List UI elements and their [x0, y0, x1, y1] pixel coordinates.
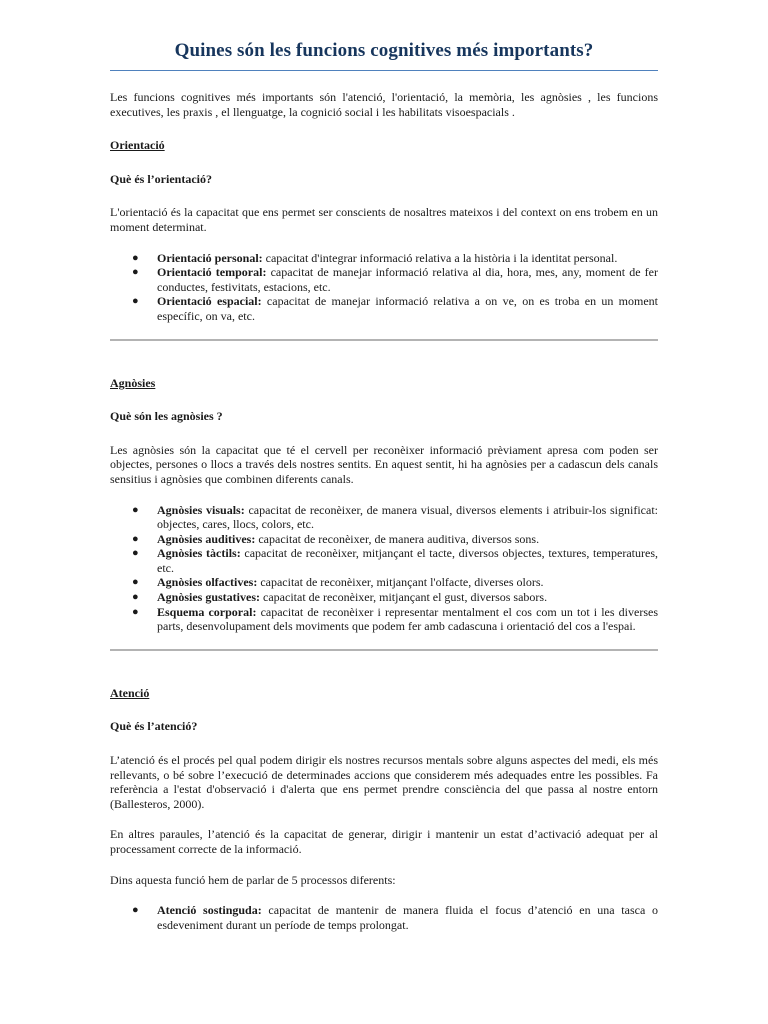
title-divider: [110, 70, 658, 71]
list-item: [110, 605, 658, 634]
list-item-term: Orientació temporal:: [157, 265, 267, 280]
list-item: [110, 265, 658, 294]
list-item-term: Orientació personal:: [157, 250, 263, 265]
list-item: [110, 575, 658, 590]
list-item: [110, 590, 658, 605]
list-item-text: capacitat de reconèixer, mitjançant el tacte, diversos objectes, textures, temperatures, etc.: [157, 546, 658, 575]
list-orientacio: [110, 251, 658, 324]
list-item-text: capacitat de manejar informació relativa al dia, hora, mes, any, moment de fer conductes, festivitats, estacions, etc.: [157, 265, 658, 294]
bullet-icon: ●: [132, 251, 139, 264]
list-item-term: Agnòsies tàctils:: [157, 546, 241, 561]
document-body: [110, 90, 658, 932]
list-item-text: capacitat de mantenir de manera fluida el focus d’atenció en una tasca o esdeveniment durant un període de temps prolongat.: [157, 903, 658, 932]
page-title: Quines són les funcions cognitives més importants?: [174, 40, 594, 61]
bullet-icon: ●: [132, 904, 139, 917]
paragraph-atencio-3: Dins aquesta funció hem de parlar de 5 processos diferents:: [110, 872, 396, 887]
list-item-text: capacitat de reconèixer, de manera auditiva, diversos sons.: [255, 531, 540, 546]
list-item-term: Agnòsies gustatives:: [157, 590, 261, 605]
bullet-icon: ●: [132, 266, 139, 279]
list-item: [110, 503, 658, 532]
section-heading-orientacio: Orientació: [110, 138, 165, 153]
list-item: [110, 532, 658, 547]
list-item-term: Orientació espacial:: [157, 294, 262, 309]
intro-paragraph: Les funcions cognitives més importants són l'atenció, l'orientació, la memòria, les agnòsies , les funcions executives, les praxis , el llenguatge, la cognició social i les habilitats visoespacials .: [110, 90, 658, 119]
bullet-icon: ●: [132, 591, 139, 604]
bullet-icon: ●: [132, 295, 139, 308]
bullet-icon: ●: [132, 547, 139, 560]
list-item-term: Esquema corporal:: [157, 604, 257, 619]
question-atencio: Què és l’atenció?: [110, 719, 198, 734]
list-item-term: Agnòsies olfactives:: [157, 575, 258, 590]
paragraph-agnosies: Les agnòsies són la capacitat que té el cervell per reconèixer informació prèviament apresa com poden ser objectes, persones o llocs a través dels nostres sentits. En aquest sentit, hi ha agnòsies per a cadascun dels canals sensitius i agnòsies que combinen diferents canals.: [110, 442, 658, 486]
paragraph-atencio-1: L’atenció és el procés pel qual podem dirigir els nostres recursos mentals sobre alguns aspectes del medi, els més rellevants, o bé sobre l’execució de determinades accions que considerem més adequades entre les possibles. Fa referència a l'estat d'observació i d'alerta que ens permet prendre consciència del que passa al nostre entorn (Ballesteros, 2000).: [110, 753, 658, 811]
list-atencio: [110, 903, 658, 932]
list-item: [110, 546, 658, 575]
list-item: [110, 294, 658, 323]
section-heading-agnosies: Agnòsies: [110, 375, 156, 390]
list-item-term: Agnòsies auditives:: [157, 531, 256, 546]
list-agnosies: [110, 503, 658, 634]
list-item-text: capacitat de reconèixer, mitjançant el gust, diversos sabors.: [260, 590, 548, 605]
list-item-term: Agnòsies visuals:: [157, 502, 245, 517]
paragraph-atencio-2: En altres paraules, l’atenció és la capacitat de generar, dirigir i mantenir un estat d’activació adequat per al processament correcte de la informació.: [110, 827, 658, 856]
paragraph-orientacio: L'orientació és la capacitat que ens permet ser conscients de nosaltres mateixos i del context on ens trobem en un moment determinat.: [110, 205, 658, 234]
bullet-icon: ●: [132, 532, 139, 545]
list-item-text: capacitat de reconèixer, de manera visual, diversos elements i atribuir-los significat: objectes, cares, llocs, colors, etc.: [157, 502, 658, 532]
bullet-icon: ●: [132, 576, 139, 589]
list-item-text: capacitat de manejar informació relativa a on ve, on es troba en un moment específic, on va, etc.: [157, 294, 659, 323]
list-item: [110, 903, 658, 932]
list-item-term: Atenció sostinguda:: [157, 903, 262, 918]
question-agnosies: Què són les agnòsies ?: [110, 409, 223, 424]
bullet-icon: ●: [132, 605, 139, 618]
bullet-icon: ●: [132, 503, 139, 516]
list-item-text: capacitat de reconèixer, mitjançant l'olfacte, diverses olors.: [257, 575, 544, 590]
list-item-text: capacitat d'integrar informació relativa a la història i la identitat personal.: [262, 250, 618, 265]
question-orientacio: Què és l’orientació?: [110, 171, 212, 186]
section-heading-atencio: Atenció: [110, 685, 150, 700]
list-item-text: capacitat de reconèixer i representar mentalment el cos com un tot i les diverses parts, desenvolupament dels moviments que podem fer amb cadascuna i orientació del cos a l'espai.: [157, 604, 658, 634]
list-item: [110, 251, 658, 266]
